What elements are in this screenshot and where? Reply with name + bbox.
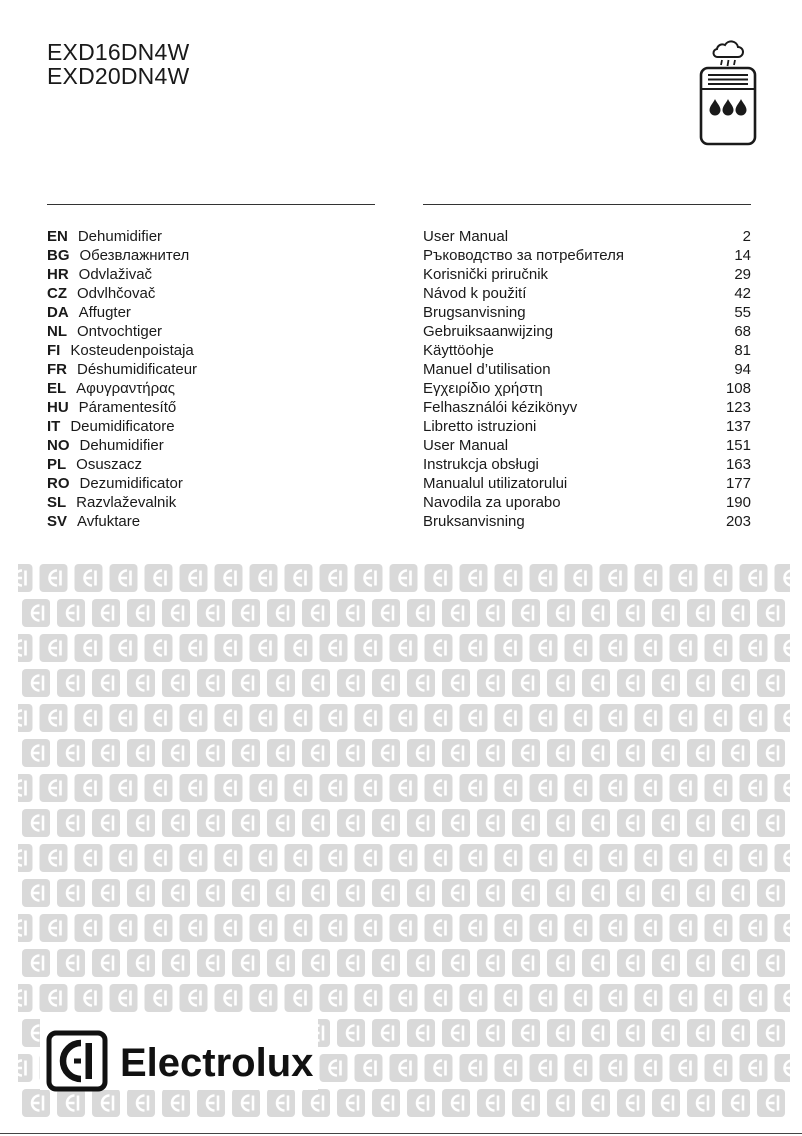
language-row <box>47 284 375 303</box>
page-number: 14 <box>734 247 751 264</box>
bottom-rule <box>0 1133 802 1134</box>
contents-row <box>423 398 751 417</box>
manual-title: Bruksanvisning <box>423 513 525 530</box>
water-drops-icon <box>710 99 747 116</box>
language-list <box>47 227 375 531</box>
language-row <box>47 493 375 512</box>
manual-title: Instrukcja obsługi <box>423 456 539 473</box>
model-numbers <box>47 40 189 88</box>
divider-right <box>423 204 751 205</box>
product-name: Deumidificatore <box>70 418 175 435</box>
manual-title: Ръководство за потребителя <box>423 247 624 264</box>
language-code: SV <box>47 513 68 530</box>
contents-row <box>423 379 751 398</box>
page-number: 190 <box>725 494 751 511</box>
page-number: 55 <box>734 304 751 321</box>
page-number: 2 <box>742 228 751 245</box>
manual-title: Εγχειρίδιο χρήστη <box>423 380 543 397</box>
language-code: NO <box>47 437 70 454</box>
contents-row <box>423 436 751 455</box>
page-number: 42 <box>734 285 751 302</box>
language-code: EN <box>47 228 68 245</box>
product-name: Ontvochtiger <box>77 323 163 340</box>
product-name: Dehumidifier <box>79 437 164 454</box>
product-name: Kosteudenpoistaja <box>70 342 194 359</box>
page-number: 29 <box>734 266 751 283</box>
language-row <box>47 303 375 322</box>
language-row <box>47 322 375 341</box>
cloud-icon <box>713 41 743 66</box>
product-name: Razvlaževalnik <box>76 494 177 511</box>
product-name: Déshumidificateur <box>77 361 198 378</box>
page-number: 151 <box>725 437 751 454</box>
dehumidifier-icon <box>698 40 758 148</box>
contents-row <box>423 341 751 360</box>
product-name: Affugter <box>78 304 131 321</box>
page-number: 68 <box>734 323 751 340</box>
contents-row <box>423 493 751 512</box>
language-code: DA <box>47 304 69 321</box>
model-number: EXD20DN4W <box>47 63 190 89</box>
language-code: BG <box>47 247 70 264</box>
language-row <box>47 398 375 417</box>
manual-title: Korisnički priručnik <box>423 266 549 283</box>
manual-title: Manuel d’utilisation <box>423 361 551 378</box>
language-row <box>47 436 375 455</box>
language-code: HR <box>47 266 69 283</box>
language-code: SL <box>47 494 67 511</box>
language-row <box>47 265 375 284</box>
manual-title: Manualul utilizatorului <box>423 475 568 492</box>
manual-title: Návod k použití <box>423 285 527 302</box>
manual-title: User Manual <box>423 228 509 245</box>
manual-title: Felhasználói kézikönyv <box>423 399 578 416</box>
manual-title: User Manual <box>423 437 509 454</box>
language-code: FR <box>47 361 67 378</box>
manual-title: Gebruiksaanwijzing <box>423 323 554 340</box>
page-number: 177 <box>725 475 751 492</box>
page-number: 137 <box>725 418 751 435</box>
divider-left <box>47 204 375 205</box>
contents-row <box>423 512 751 531</box>
contents-list <box>423 227 751 531</box>
contents-row <box>423 474 751 493</box>
language-code: NL <box>47 323 67 340</box>
language-code: IT <box>47 418 61 435</box>
language-row <box>47 227 375 246</box>
language-row <box>47 474 375 493</box>
electrolux-logo-icon <box>46 1030 108 1092</box>
brand-name: Electrolux <box>120 1041 314 1085</box>
language-code: PL <box>47 456 67 473</box>
contents-row <box>423 455 751 474</box>
contents-row <box>423 303 751 322</box>
page-number: 123 <box>725 399 751 416</box>
contents-row <box>423 265 751 284</box>
contents-row <box>423 246 751 265</box>
product-name: Páramentesítő <box>78 399 177 416</box>
product-name: Odvlaživač <box>78 266 153 283</box>
product-name: Osuszacz <box>76 456 143 473</box>
manual-title: Navodila za uporabo <box>423 494 561 511</box>
page-number: 203 <box>725 513 751 530</box>
product-name: Dezumidificator <box>79 475 183 492</box>
contents-row <box>423 284 751 303</box>
language-code: EL <box>47 380 67 397</box>
product-name: Avfuktare <box>77 513 141 530</box>
language-row <box>47 341 375 360</box>
page-number: 163 <box>725 456 751 473</box>
language-row <box>47 455 375 474</box>
contents-row <box>423 360 751 379</box>
manual-title: Brugsanvisning <box>423 304 526 321</box>
product-name: Αφυγραντήρας <box>76 380 176 397</box>
language-row <box>47 246 375 265</box>
language-code: RO <box>47 475 70 492</box>
language-row <box>47 379 375 398</box>
product-name: Odvlhčovač <box>77 285 156 302</box>
language-code: HU <box>47 399 69 416</box>
language-code: CZ <box>47 285 67 302</box>
model-number: EXD16DN4W <box>47 39 190 65</box>
language-row <box>47 512 375 531</box>
grille-icon <box>701 75 755 89</box>
language-row <box>47 417 375 436</box>
page-number: 94 <box>734 361 751 378</box>
contents-row <box>423 322 751 341</box>
language-row <box>47 360 375 379</box>
page-number: 81 <box>734 342 751 359</box>
language-code: FI <box>47 342 61 359</box>
page-number: 108 <box>725 380 751 397</box>
contents-row <box>423 417 751 436</box>
product-name: Dehumidifier <box>77 228 163 245</box>
manual-title: Käyttöohje <box>423 342 494 359</box>
product-name: Обезвлажнител <box>79 247 190 264</box>
contents-row <box>423 227 751 246</box>
manual-title: Libretto istruzioni <box>423 418 537 435</box>
